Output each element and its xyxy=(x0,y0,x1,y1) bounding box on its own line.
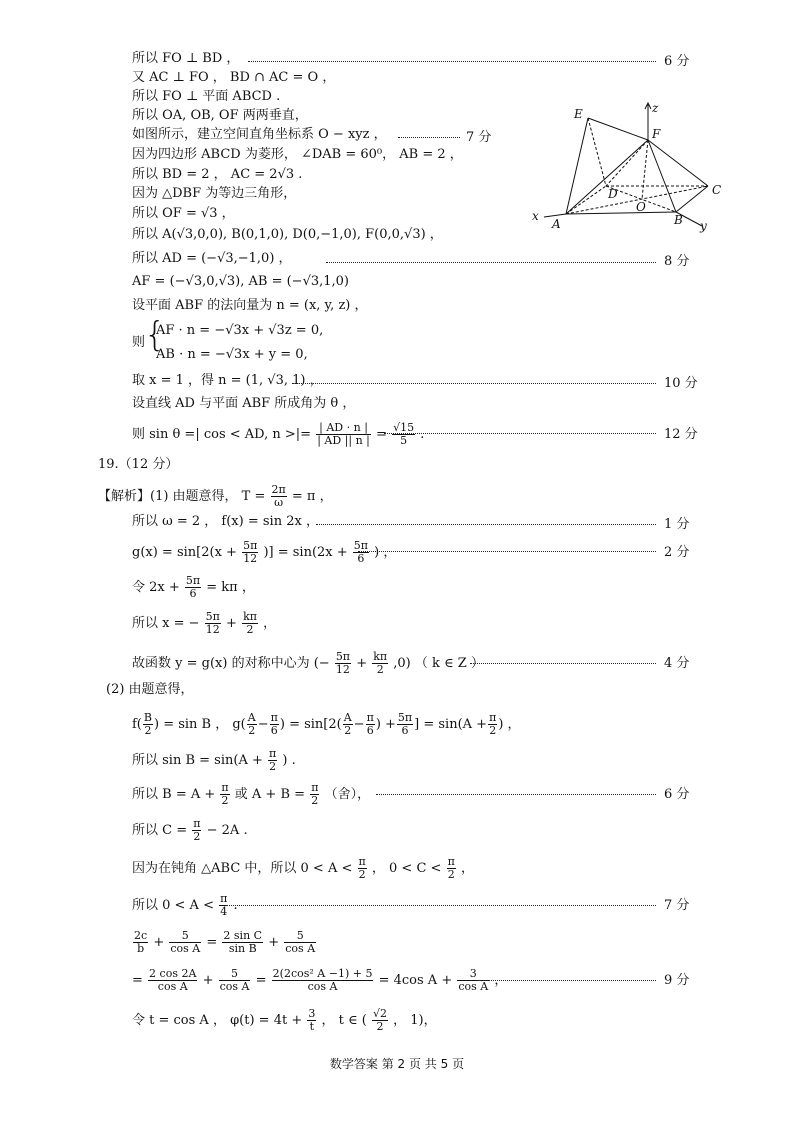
fraction: $\frac{3}{\text{cos A}}$ xyxy=(458,967,489,993)
edge-fd xyxy=(606,140,648,186)
leader-dots xyxy=(326,262,656,263)
page-footer: 数学答案 第 2 页 共 5 页 xyxy=(329,1057,465,1071)
line-normal-vector: 设平面 ABF 的法向量为 n = (x, y, z) ， xyxy=(132,298,368,313)
label-b: B xyxy=(674,213,683,227)
label-f: F xyxy=(652,127,661,141)
label-c: C xyxy=(712,183,722,197)
line-rhombus: 因为四边形 ABCD 为菱形， ∠DAB = 60⁰， AB = 2 ， xyxy=(132,147,463,162)
part1-g: g(x) = sin[2(x + $\frac{5\pi}{12}$ )] = sin(2x + $\frac{5\pi}{6}$ ) ， xyxy=(132,539,397,565)
fraction: $\frac{\pi}{2}$ xyxy=(269,747,277,773)
part2-substitution: 令 t = cos A ， φ(t) = 4t + $\frac{3}{t}$ ， t ∈ ( $\frac{√2}{2}$ ， 1)， xyxy=(132,1007,437,1033)
label-z: z xyxy=(652,101,659,115)
question-19-heading: 19.（12 分） xyxy=(98,457,179,472)
score-label: 4 分 xyxy=(664,656,690,671)
fraction: $\frac{5}{\text{cos A}}$ xyxy=(170,929,201,955)
label-d: D xyxy=(608,187,618,201)
part2-sinb: 所以 sin B = sin(A + $\frac{\pi}{2}$ ) . xyxy=(132,747,296,773)
system-eq1: AF · n = −√3x + √3z = 0, xyxy=(156,323,324,338)
score-label: 7 分 xyxy=(664,898,690,913)
line-fo-perp-bd: 所以 FO ⊥ BD ， xyxy=(132,51,240,66)
part1-x: 所以 x = − $\frac{5\pi}{12}$ + $\frac{k\pi}{2}$ ， xyxy=(132,610,277,636)
line-mutually-perp: 所以 OA, OB, OF 两两垂直， xyxy=(132,108,308,123)
score-label: 2 分 xyxy=(664,545,690,560)
line-normal-result: 取 x = 1 ，得 n = (1, √3, 1) ， xyxy=(132,373,323,388)
fraction: $\frac{5\pi}{6}$ xyxy=(353,539,369,565)
score-label: 7 分 xyxy=(466,130,492,145)
label-x: x xyxy=(532,209,539,223)
line-coordinates: 所以 A(√3,0,0), B(0,1,0), D(0,−1,0), F(0,0,√3) ， xyxy=(132,227,443,242)
score-label: 1 分 xyxy=(664,517,690,532)
score-label: 9 分 xyxy=(664,973,690,988)
line-fo-perp-plane: 所以 FO ⊥ 平面 ABCD . xyxy=(132,89,281,104)
score-label: 10 分 xyxy=(664,376,698,391)
line-ac-perp-fo: 又 AC ⊥ FO ， BD ∩ AC = O ， xyxy=(132,70,336,85)
fraction: $\frac{A}{2}$ xyxy=(247,711,256,737)
fraction: $\frac{k\pi}{2}$ xyxy=(373,650,388,676)
line-sin-theta: 则 sin θ =| cos < AD, n >|= $\frac{| AD \cdot n |}{| AD || n |}$ = $\frac{√15}{5}$ . xyxy=(132,421,425,447)
segment-fo xyxy=(642,140,648,199)
label-e: E xyxy=(574,107,583,121)
leader-dots xyxy=(358,551,656,552)
fraction: $\frac{5\pi}{12}$ xyxy=(243,539,258,565)
leader-dots xyxy=(292,383,656,384)
fraction: $\frac{\pi}{6}$ xyxy=(270,711,278,737)
score-label: 12 分 xyxy=(664,427,698,442)
part2-expr: $\frac{2c}{b}$ + $\frac{5}{\text{cos A}}$ = $\frac{\text{2 sin C}}{\text{sin B}}$ + $\frac{5}{\text{cos A}}$ xyxy=(134,929,316,955)
fraction: $\frac{2\pi}{\omega}$ xyxy=(271,483,286,509)
line-angle-def: 设直线 AD 与平面 ABF 所成角为 θ ， xyxy=(132,396,356,411)
label-o: O xyxy=(636,200,646,214)
part1-period: 【解析】(1) 由题意得， T = $\frac{2\pi}{\omega}$ = π ， xyxy=(98,483,333,509)
part2-c: 所以 C = $\frac{\pi}{2}$ − 2A . xyxy=(132,817,248,843)
score-label: 8 分 xyxy=(664,254,690,269)
fraction: $\frac{B}{2}$ xyxy=(143,711,152,737)
part2-obtuse: 因为在钝角 △ABC 中，所以 0 < A < $\frac{\pi}{2}$ ， 0 < C < $\frac{\pi}{2}$ ， xyxy=(132,855,474,881)
part2-expr-simplified: = $\frac{2 \cos 2A}{\text{cos A}}$ + $\frac{5}{\text{cos A}}$ = $\frac{\text{2(2cos² A −1) + 5}}{\text{cos A}}$ = 4cos A + $\frac{3}{\text{cos A}}$ ， xyxy=(132,967,508,993)
part2-fg: f( $\frac{B}{2}$ ) = sin B ， g( $\frac{A}{2}$ − $\frac{\pi}{6}$ ) = sin[2( $\frac{A}{2}$ − $\frac{\pi}{6}$ ) + $\frac{5\pi}{6}$ ] = sin(A + $\frac{\pi}{2}$ ) ， xyxy=(132,711,521,737)
line-equilateral: 因为 △DBF 为等边三角形， xyxy=(132,186,297,201)
leader-dots xyxy=(384,433,656,434)
leader-dots xyxy=(248,61,656,62)
fraction: $\frac{√2}{2}$ xyxy=(372,1007,387,1033)
fraction: $\frac{\pi}{6}$ xyxy=(366,711,374,737)
line-vector-ad: 所以 AD = (−√3,−1,0) ， xyxy=(132,251,292,266)
score-label: 6 分 xyxy=(664,787,690,802)
leader-dots xyxy=(376,794,656,795)
fraction: $\frac{| AD \cdot n |}{| AD || n |}$ xyxy=(317,421,370,447)
label-a: A xyxy=(552,217,561,231)
edge-ab xyxy=(566,212,676,214)
fraction: $\frac{2 \cos 2A}{\text{cos A}}$ xyxy=(149,967,197,993)
edge-ea xyxy=(566,118,588,214)
edge-ed xyxy=(588,118,606,186)
fraction: $\frac{\text{2 sin C}}{\text{sin B}}$ xyxy=(223,929,263,955)
fraction: $\frac{\pi}{2}$ xyxy=(447,855,455,881)
edge-bc xyxy=(676,186,708,212)
fraction: $\frac{\pi}{2}$ xyxy=(489,711,497,737)
fraction: $\frac{A}{2}$ xyxy=(343,711,352,737)
part1-center: 故函数 y = g(x) 的对称中心为 (− $\frac{5\pi}{12}$ + $\frac{k\pi}{2}$ ,0) （ k ∈ Z ） xyxy=(132,650,484,676)
fraction: $\frac{k\pi}{2}$ xyxy=(243,610,257,636)
label-y: y xyxy=(700,219,707,233)
part2-heading: (2) 由题意得， xyxy=(106,682,194,697)
fraction: $\frac{\pi}{2}$ xyxy=(358,855,366,881)
fraction: $\frac{\pi}{2}$ xyxy=(311,781,319,807)
part2-range-a: 所以 0 < A < $\frac{\pi}{4}$ . xyxy=(132,892,238,918)
fraction: $\frac{5\pi}{12}$ xyxy=(335,650,351,676)
fraction: $\frac{5}{\text{cos A}}$ xyxy=(219,967,250,993)
fraction: $\frac{\pi}{2}$ xyxy=(221,781,229,807)
part1-let: 令 2x + $\frac{5\pi}{6}$ = kπ ， xyxy=(132,574,255,600)
leader-dots xyxy=(470,663,656,664)
score-label: 6 分 xyxy=(664,54,690,69)
system-label: 则 xyxy=(132,335,146,350)
system-eq2: AB · n = −√3x + y = 0, xyxy=(156,347,308,362)
leader-dots xyxy=(316,524,656,525)
fraction: $\frac{3}{t}$ xyxy=(308,1007,316,1033)
part2-b-cases: 所以 B = A + $\frac{\pi}{2}$ 或 A + B = $\frac{\pi}{2}$ （舍）， xyxy=(132,781,371,807)
fraction: $\frac{\pi}{4}$ xyxy=(220,892,228,918)
line-bd-ac: 所以 BD = 2 ， AC = 2√3 . xyxy=(132,167,303,182)
fraction: $\frac{\text{2(2cos² A −1) + 5}}{\text{cos A}}$ xyxy=(272,967,373,993)
line-coordinate-system: 如图所示，建立空间直角坐标系 O − xyz ， xyxy=(132,127,387,142)
edge-ef xyxy=(588,118,648,140)
system-brace: { xyxy=(144,315,166,355)
fraction: $\frac{2c}{b}$ xyxy=(134,929,148,955)
fraction: $\frac{5\pi}{6}$ xyxy=(397,711,413,737)
fraction: $\frac{5\pi}{6}$ xyxy=(185,574,201,600)
line-of: 所以 OF = √3 ， xyxy=(132,206,235,221)
leader-dots xyxy=(478,980,656,981)
leader-dots xyxy=(398,137,460,138)
part1-omega: 所以 ω = 2 ， f(x) = sin 2x ， xyxy=(132,514,319,529)
fraction: $\frac{\pi}{2}$ xyxy=(193,817,201,843)
fraction: $\frac{√15}{5}$ xyxy=(393,421,415,447)
fraction: $\frac{5\pi}{12}$ xyxy=(205,610,220,636)
leader-dots xyxy=(226,905,656,906)
line-vectors-af-ab: AF = (−√3,0,√3), AB = (−√3,1,0) xyxy=(132,274,350,289)
pyramid-figure xyxy=(530,100,730,240)
fraction: $\frac{5}{\text{cos A}}$ xyxy=(285,929,316,955)
